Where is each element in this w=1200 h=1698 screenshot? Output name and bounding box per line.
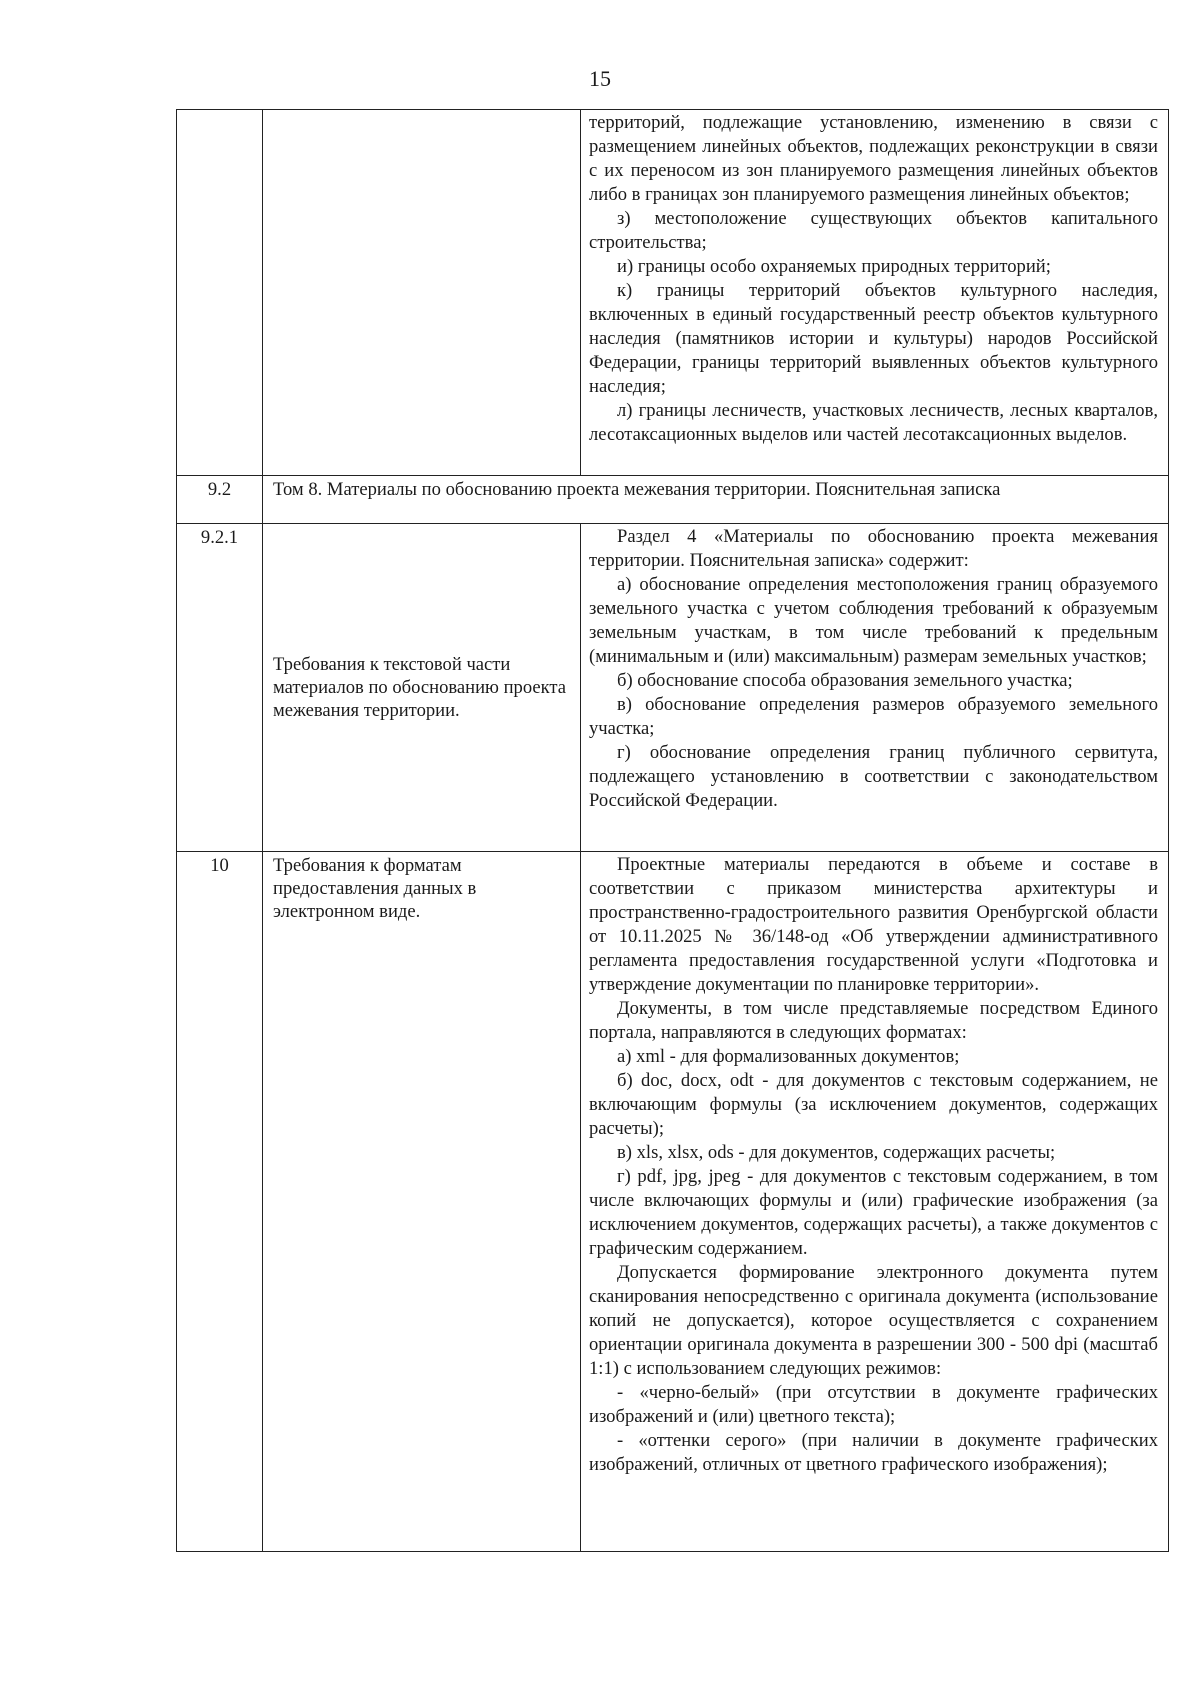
paragraph: Раздел 4 «Материалы по обоснованию проекта межевания территории. Пояснительная записка» содержит: — [589, 526, 1158, 571]
row-number: 9.2 — [177, 476, 263, 524]
paragraph: в) обоснование определения размеров образуемого земельного участка; — [589, 694, 1158, 739]
paragraph: а) xml - для формализованных документов; — [617, 1046, 960, 1067]
paragraph: - «черно-белый» (при отсутствии в документе графических изображений и (или) цветного текста); — [589, 1382, 1158, 1427]
paragraph: Документы, в том числе представляемые посредством Единого портала, направляются в следующих форматах: — [589, 998, 1158, 1043]
paragraph: а) обоснование определения местоположения границ образуемого земельного участка с учетом соблюдения требований к образуемым земельным участкам, в том числе требований к предельным (минимальным и (или) максимальным) размерам земельных участков; — [589, 574, 1158, 667]
paragraph: - «оттенки серого» (при наличии в документе графических изображений, отличных от цветного графического изображения); — [589, 1430, 1158, 1475]
row-title: Требования к текстовой части материалов по обоснованию проекта межевания территории. — [263, 524, 581, 852]
paragraph: Допускается формирование электронного документа путем сканирования непосредственно с оригинала документа (использование копий не допускается), которое осуществляется с сохранением ориентации оригинала документа в разрешении 300 - 500 dpi (масштаб 1:1) с использованием следующих режимов: — [589, 1262, 1158, 1379]
paragraph: б) обоснование способа образования земельного участка; — [617, 670, 1073, 691]
paragraph: в) xls, xlsx, ods - для документов, содержащих расчеты; — [617, 1142, 1056, 1163]
table-row — [177, 110, 1169, 476]
paragraph: г) обоснование определения границ публичного сервитута, подлежащего установлению в соответствии с законодательством Российской Федерации. — [589, 742, 1158, 811]
row-content — [581, 524, 1169, 852]
row-number — [177, 110, 263, 476]
table-row — [177, 852, 1169, 1552]
row-title: Требования к форматам предоставления данных в электронном виде. — [263, 852, 581, 1552]
row-content — [581, 110, 1169, 476]
paragraph: г) pdf, jpg, jpeg - для документов с текстовым содержанием, в том числе включающих формулы и (или) графические изображения (за исключением документов, содержащих расчеты), а также документов с графическим содержанием. — [589, 1166, 1158, 1259]
paragraph: з) местоположение существующих объектов капитального строительства; — [589, 208, 1158, 253]
table-row — [177, 524, 1169, 852]
row-title: Том 8. Материалы по обоснованию проекта межевания территории. Пояснительная записка — [263, 476, 1169, 524]
row-number: 9.2.1 — [177, 524, 263, 852]
table-row — [177, 476, 1169, 524]
paragraph: б) doc, docx, odt - для документов с текстовым содержанием, не включающим формулы (за исключением документов, содержащих расчеты); — [589, 1070, 1158, 1139]
paragraph: и) границы особо охраняемых природных территорий; — [617, 256, 1051, 277]
row-content — [581, 852, 1169, 1552]
requirements-table — [176, 109, 1169, 1552]
paragraph: к) границы территорий объектов культурного наследия, включенных в единый государственный реестр объектов культурного наследия (памятников истории и культуры) народов Российской Федерации, границы территорий выявленных объектов культурного наследия; — [589, 280, 1158, 397]
row-title — [263, 110, 581, 476]
row-number: 10 — [177, 852, 263, 1552]
paragraph: л) границы лесничеств, участковых лесничеств, лесных кварталов, лесотаксационных выделов или частей лесотаксационных выделов. — [589, 400, 1158, 445]
page-number: 15 — [589, 66, 611, 91]
paragraph: Проектные материалы передаются в объеме и составе в соответствии с приказом министерства архитектуры и пространственно-градостроительного развития Оренбургской области от 10.11.2025 № 36/148-од «Об утверждении административного регламента предоставления государственной услуги «Подготовка и утверждение документации по планировке территории». — [589, 854, 1158, 995]
paragraph: территорий, подлежащие установлению, изменению в связи с размещением линейных объектов, подлежащих реконструкции в связи с их переносом из зон планируемого размещения линейных объектов либо в границах зон планируемого размещения линейных объектов; — [589, 112, 1158, 205]
